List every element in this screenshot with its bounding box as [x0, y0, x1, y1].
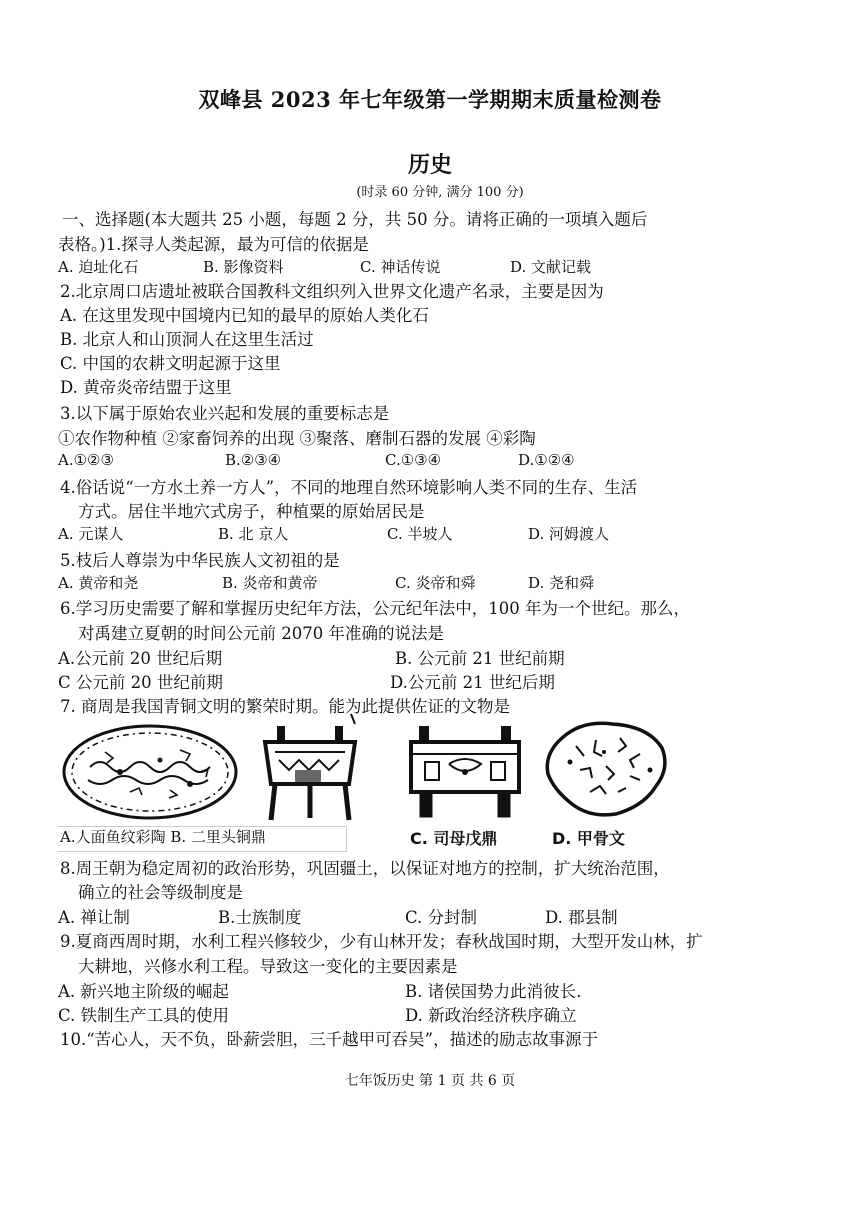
q7-caption-ab: A.人面鱼纹彩陶 B. 二里头铜鼎: [58, 826, 347, 852]
simuwu-ding-image: [405, 722, 525, 818]
q10-stem: 10.“苦心人，天不负，卧薪尝胆，三千越甲可吞吴”，描述的励志故事源于: [60, 1030, 599, 1049]
section-intro-line1: 一、选择题(本大题共 25 小题，每题 2 分，共 50 分。请将正确的一项填入题后: [62, 210, 648, 229]
q4-stem-line1: 4.俗话说“一方水土养一方人”，不同的地理自然环境影响人类不同的生存、生活: [60, 478, 638, 497]
q4-option-d: D. 河姆渡人: [528, 525, 610, 543]
q6-option-a: A.公元前 20 世纪后期: [58, 649, 223, 668]
time-note: (时录 60 分钟, 满分 100 分): [356, 185, 524, 200]
q7-stem: 7. 商周是我国青铜文明的繁荣时期。能为此提供佐证的文物是: [60, 697, 510, 716]
q1-option-b: B. 影像资料: [203, 258, 284, 276]
q4-stem-line2: 方式。居住半地穴式房子，种植粟的原始居民是: [78, 502, 425, 521]
erlitou-bronze-ding-image: [255, 712, 365, 824]
q5-option-b: B. 炎帝和黄帝: [222, 574, 318, 592]
q7-caption-c: C. 司母戊鼎: [410, 829, 498, 848]
q6-option-c: C 公元前 20 世纪前期: [58, 673, 223, 692]
q2-option-b: B. 北京人和山顶洞人在这里生活过: [60, 330, 314, 349]
q8-option-d: D. 郡县制: [545, 908, 618, 927]
q5-stem: 5.枝后人尊崇为中华民族人文初祖的是: [60, 551, 340, 570]
q4-option-c: C. 半坡人: [387, 525, 453, 543]
q7-caption-d: D. 甲骨文: [552, 829, 625, 848]
q8-option-a: A. 禅让制: [58, 908, 130, 927]
page-footer: 七年饭历史 第 1 页 共 6 页: [344, 1073, 516, 1089]
q3-stem: 3.以下属于原始农业兴起和发展的重要标志是: [60, 404, 390, 423]
q1-option-a: A. 迫址化石: [58, 258, 139, 276]
q9-stem-line2: 大耕地，兴修水利工程。导致这一变化的主要因素是: [78, 957, 458, 976]
q3-option-c: C.①③④: [385, 451, 442, 469]
q6-stem-line1: 6.学习历史需要了解和掌握历史纪年方法，公元纪年法中，100 年为一个世纪。那么，: [60, 599, 690, 618]
oracle-bone-image: [540, 718, 670, 818]
q2-option-c: C. 中国的农耕文明起源于这里: [60, 354, 281, 373]
q1-option-c: C. 神话传说: [360, 258, 441, 276]
q8-option-c: C. 分封制: [405, 908, 478, 927]
q3-option-d: D.①②④: [518, 451, 575, 469]
q2-option-d: D. 黄帝炎帝结盟于这里: [60, 378, 232, 397]
q9-option-a: A. 新兴地主阶级的崛起: [58, 982, 229, 1001]
q8-stem-line1: 8.周王朝为稳定周初的政治形势，巩固疆土，以保证对地方的控制，扩大统治范围，: [60, 859, 670, 878]
q3-option-b: B.②③④: [225, 451, 282, 469]
q8-stem-line2: 确立的社会等级制度是: [78, 883, 243, 902]
q9-option-b: B. 诸侯国势力此消彼长.: [405, 982, 582, 1001]
q5-option-c: C. 炎帝和舜: [395, 574, 476, 592]
subject-title: 历史: [407, 152, 452, 178]
exam-title: 双峰县 2023 年七年级第一学期期末质量检测卷: [198, 87, 662, 112]
q2-stem: 2.北京周口店遗址被联合国教科文组织列入世界文化遗产名录，主要是因为: [60, 282, 604, 301]
q3-option-a: A.①②③: [58, 451, 114, 469]
q1-option-d: D. 文献记载: [510, 258, 592, 276]
q9-stem-line1: 9.夏商西周时期，水利工程兴修较少，少有山林开发；春秋战国时期，大型开发山林，扩: [60, 932, 703, 951]
q6-stem-line2: 对禹建立夏朝的时间公元前 2070 年准确的说法是: [78, 624, 444, 643]
q3-items: ①农作物种植 ②家畜饲养的出现 ③聚落、磨制石器的发展 ④彩陶: [58, 429, 536, 448]
painted-pottery-image: [60, 722, 240, 822]
q4-option-a: A. 元谋人: [58, 525, 124, 543]
q4-option-b: B. 北 京人: [218, 525, 289, 543]
q2-option-a: A. 在这里发现中国境内已知的最早的原始人类化石: [60, 306, 429, 325]
q8-option-b: B.士族制度: [218, 908, 302, 927]
q5-option-a: A. 黄帝和尧: [58, 574, 139, 592]
q5-option-d: D. 尧和舜: [528, 574, 595, 592]
section-intro-line2: 表格。)1.探寻人类起源，最为可信的依据是: [58, 235, 369, 254]
q9-option-d: D. 新政治经济秩序确立: [405, 1006, 577, 1025]
q9-option-c: C. 铁制生产工具的使用: [58, 1006, 230, 1025]
q6-option-b: B. 公元前 21 世纪前期: [395, 649, 565, 668]
q6-option-d: D.公元前 21 世纪后期: [390, 673, 555, 692]
